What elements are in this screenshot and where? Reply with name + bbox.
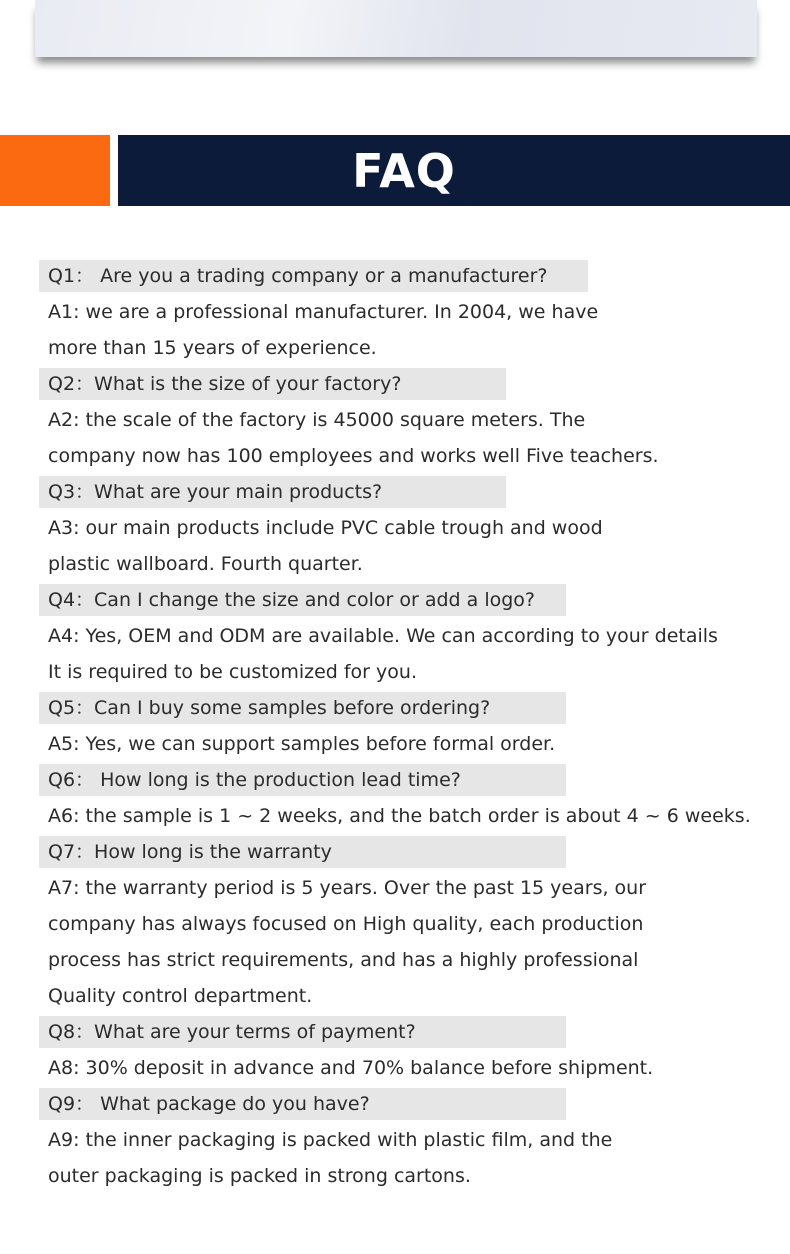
faq-answer-7-line-3: process has strict requirements, and has a highly professional: [48, 949, 639, 971]
faq-answer-4-line-1: A4: Yes, OEM and ODM are available. We can according to your details: [48, 625, 718, 647]
faq-question-4: Q4：Can I change the size and color or add a logo?: [39, 584, 566, 616]
faq-question-8: Q8：What are your terms of payment?: [39, 1016, 566, 1048]
faq-question-6: Q6： How long is the production lead time?: [39, 764, 566, 796]
faq-answer-7-line-1: A7: the warranty period is 5 years. Over the past 15 years, our: [48, 877, 647, 899]
faq-question-2: Q2：What is the size of your factory?: [39, 368, 506, 400]
faq-answer-7-line-4: Quality control department.: [48, 985, 313, 1007]
faq-answer-1-line-1: A1: we are a professional manufacturer. In 2004, we have: [48, 301, 599, 323]
faq-answer-7-line-2: company has always focused on High quality, each production: [48, 913, 644, 935]
faq-question-7: Q7：How long is the warranty: [39, 836, 566, 868]
product-image-card: [35, 0, 757, 57]
faq-question-1: Q1： Are you a trading company or a manufacturer?: [39, 260, 588, 292]
faq-answer-5-line-1: A5: Yes, we can support samples before formal order.: [48, 733, 556, 755]
faq-answer-4-line-2: It is required to be customized for you.: [48, 661, 417, 683]
accent-block: [0, 135, 110, 206]
faq-answer-1-line-2: more than 15 years of experience.: [48, 337, 377, 359]
faq-answer-6-line-1: A6: the sample is 1 ~ 2 weeks, and the batch order is about 4 ~ 6 weeks.: [48, 805, 751, 827]
faq-answer-9-line-2: outer packaging is packed in strong cartons.: [48, 1165, 471, 1187]
faq-question-5: Q5：Can I buy some samples before ordering?: [39, 692, 566, 724]
faq-answer-8-line-1: A8: 30% deposit in advance and 70% balance before shipment.: [48, 1057, 654, 1079]
faq-answer-2-line-2: company now has 100 employees and works well Five teachers.: [48, 445, 659, 467]
faq-answer-3-line-1: A3: our main products include PVC cable trough and wood: [48, 517, 603, 539]
faq-answer-3-line-2: plastic wallboard. Fourth quarter.: [48, 553, 363, 575]
faq-answer-9-line-1: A9: the inner packaging is packed with plastic film, and the: [48, 1129, 613, 1151]
faq-title: FAQ: [352, 143, 456, 198]
faq-question-3: Q3：What are your main products?: [39, 476, 506, 508]
faq-list: [39, 258, 779, 1194]
faq-answer-2-line-1: A2: the scale of the factory is 45000 square meters. The: [48, 409, 586, 431]
faq-question-9: Q9： What package do you have?: [39, 1088, 566, 1120]
faq-header-bar: [118, 135, 790, 206]
